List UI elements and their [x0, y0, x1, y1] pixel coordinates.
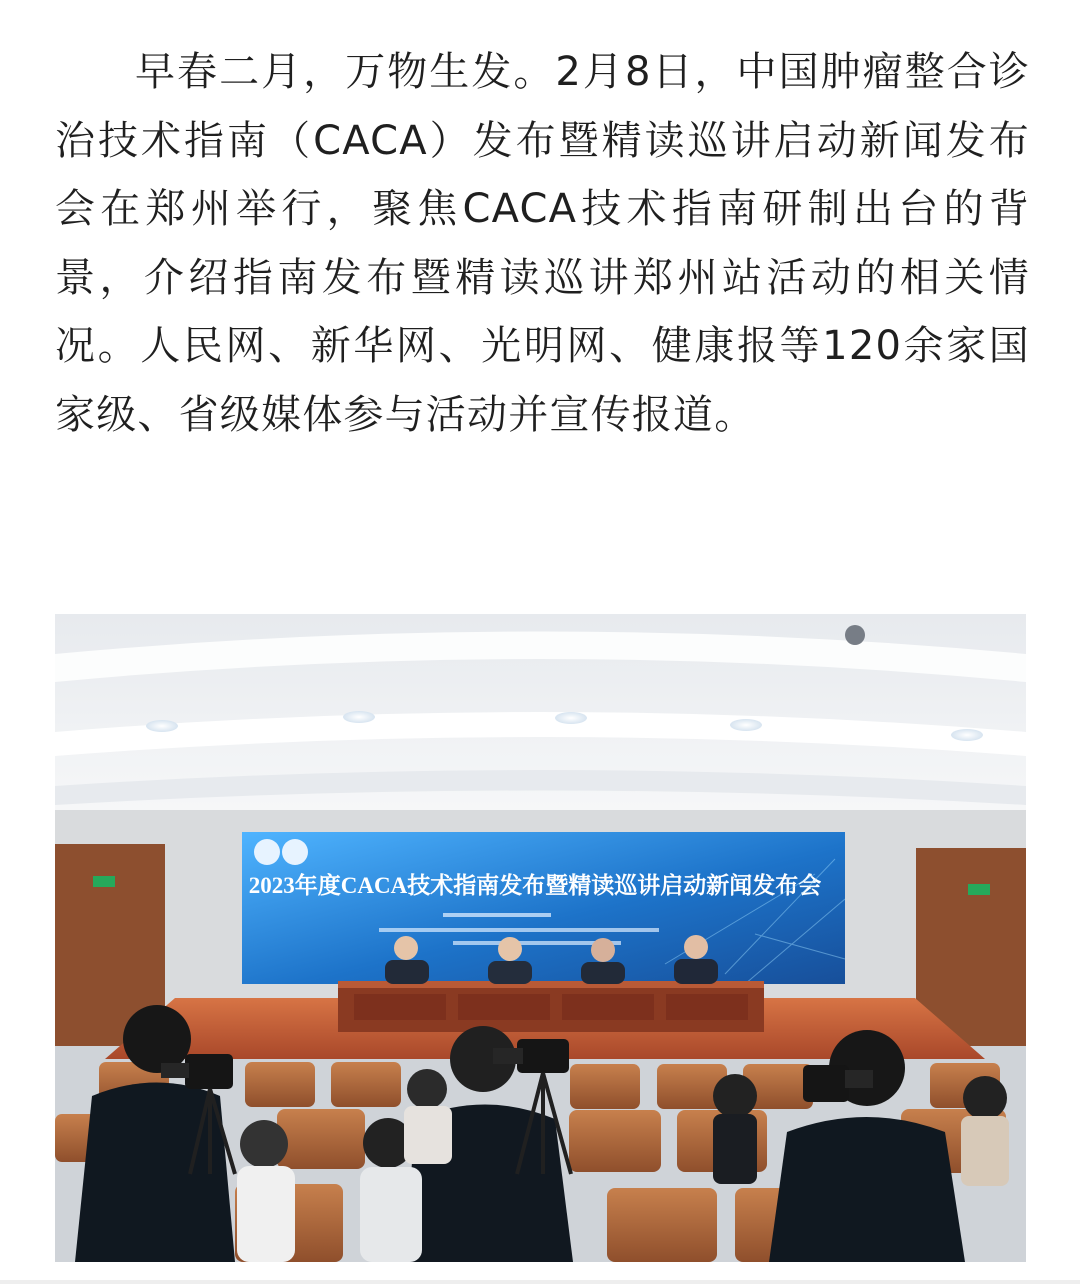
camera-icon: [845, 625, 865, 645]
ceiling-light: [343, 711, 375, 723]
press-conference-photo[interactable]: [55, 614, 1026, 1262]
screen-subtitle-line: [443, 913, 551, 917]
ceiling-light: [951, 729, 983, 741]
ceiling-light: [555, 712, 587, 724]
screen-subtitle-line: [379, 928, 659, 932]
ceiling-light: [730, 719, 762, 731]
article-paragraph: 早春二月，万物生发。2月8日，中国肿瘤整合诊治技术指南（CACA）发布暨精读巡讲启动新闻发布会在郑州举行，聚焦CACA技术指南研制出台的背景，介绍指南发布暨精读巡讲郑州站活动的相关情况。人民网、新华网、光明网、健康报等120余家国家级、省级媒体参与活动并宣传报道。: [55, 49, 1030, 438]
organization-logo-icon: [282, 839, 308, 865]
exit-sign-right: [968, 884, 990, 895]
page-bottom-divider: [0, 1280, 1080, 1284]
table-panel: [354, 994, 446, 1020]
screen-title: 2023年度CACA技术指南发布暨精读巡讲启动新闻发布会: [248, 873, 822, 898]
stage-screen: [242, 832, 845, 984]
exit-sign-left: [93, 876, 115, 887]
ceiling-light: [146, 720, 178, 732]
table-panel: [666, 994, 748, 1020]
table-panel: [562, 994, 654, 1020]
organization-logo-icon: [254, 839, 280, 865]
press-conference-scene: [55, 614, 1026, 1262]
table-panel: [458, 994, 550, 1020]
